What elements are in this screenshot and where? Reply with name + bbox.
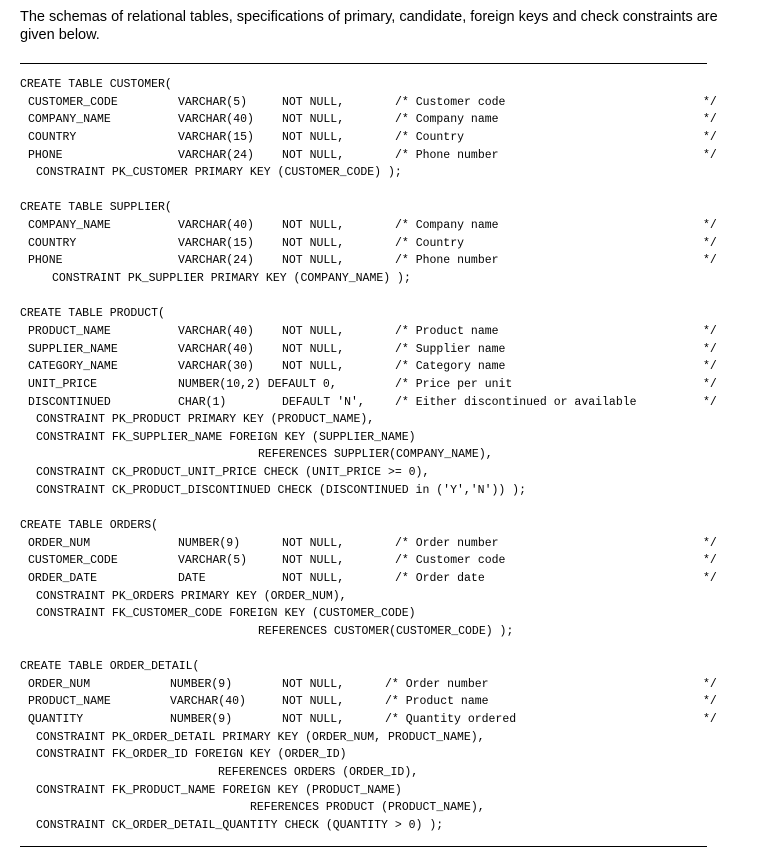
column-null-spec: NOT NULL, (282, 113, 345, 127)
constraint-text: CONSTRAINT PK_ORDERS PRIMARY KEY (ORDER_NUM), (36, 589, 347, 603)
column-name: PRODUCT_NAME (28, 695, 111, 709)
column-comment: /* Quantity ordered (385, 713, 517, 727)
column-name: ORDER_NUM (28, 536, 91, 550)
column-type: DATE (178, 571, 206, 585)
constraint-line (20, 588, 740, 606)
column-type: CHAR(1) (178, 395, 227, 409)
column-null-spec: NOT NULL, (282, 254, 345, 268)
column-comment: /* Either discontinued or available (395, 395, 637, 409)
constraint-line (20, 782, 740, 800)
column-null-spec: NOT NULL, (282, 130, 345, 144)
column-definition-line (20, 252, 740, 270)
column-definition-line (20, 552, 740, 570)
column-name: QUANTITY (28, 713, 84, 727)
column-definition-line (20, 535, 740, 553)
column-name: COMPANY_NAME (28, 113, 111, 127)
comment-close: */ (703, 395, 717, 409)
column-definition-line (20, 711, 740, 729)
bottom-divider (20, 846, 707, 847)
comment-close: */ (703, 219, 717, 233)
column-type: VARCHAR(15) (178, 130, 254, 144)
constraint-line (20, 729, 740, 747)
constraint-line (20, 270, 740, 288)
constraint-line (20, 429, 740, 447)
constraint-line (20, 605, 740, 623)
constraint-text: CONSTRAINT PK_CUSTOMER PRIMARY KEY (CUSTOMER_CODE) ); (36, 166, 402, 180)
column-null-spec: NOT NULL, (282, 713, 345, 727)
column-name: ORDER_NUM (28, 677, 91, 691)
column-comment: /* Supplier name (395, 342, 506, 356)
constraint-text: CONSTRAINT PK_SUPPLIER PRIMARY KEY (COMPANY_NAME) ); (52, 272, 411, 286)
comment-close: */ (703, 342, 717, 356)
constraint-text: CONSTRAINT CK_PRODUCT_DISCONTINUED CHECK (DISCONTINUED in ('Y','N')) ); (36, 483, 526, 497)
column-null-spec: NOT NULL, (282, 536, 345, 550)
column-name: COUNTRY (28, 130, 77, 144)
column-null-spec: NOT NULL, (282, 219, 345, 233)
constraint-line (20, 817, 740, 835)
comment-close: */ (703, 554, 717, 568)
column-null-spec: NOT NULL, (282, 554, 345, 568)
comment-close: */ (703, 113, 717, 127)
column-comment: /* Customer code (395, 554, 506, 568)
column-type: VARCHAR(40) (170, 695, 246, 709)
column-type: VARCHAR(15) (178, 236, 254, 250)
constraint-line (20, 164, 740, 182)
constraint-line (20, 746, 740, 764)
column-type: VARCHAR(5) (178, 95, 248, 109)
column-comment: /* Phone number (395, 148, 499, 162)
column-comment: /* Category name (395, 360, 506, 374)
constraint-line (20, 799, 740, 817)
comment-close: */ (703, 95, 717, 109)
column-null-spec: NOT NULL, (282, 324, 345, 338)
column-null-spec: DEFAULT 'N', (282, 395, 365, 409)
constraint-line (20, 464, 740, 482)
constraint-text: CONSTRAINT FK_ORDER_ID FOREIGN KEY (ORDER_ID) (36, 748, 347, 762)
comment-close: */ (703, 236, 717, 250)
create-table-line: CREATE TABLE PRODUCT( (20, 307, 165, 321)
column-comment: /* Company name (395, 219, 499, 233)
column-comment: /* Price per unit (395, 377, 513, 391)
column-definition-line (20, 111, 740, 129)
column-name: PRODUCT_NAME (28, 324, 111, 338)
blank-line (20, 641, 740, 659)
create-table-line: CREATE TABLE ORDER_DETAIL( (20, 660, 200, 674)
comment-close: */ (703, 130, 717, 144)
comment-close: */ (703, 324, 717, 338)
constraint-line (20, 482, 740, 500)
comment-close: */ (703, 360, 717, 374)
column-type: VARCHAR(24) (178, 254, 254, 268)
column-definition-line (20, 394, 740, 412)
column-type: VARCHAR(24) (178, 148, 254, 162)
column-definition-line (20, 323, 740, 341)
constraint-line (20, 446, 740, 464)
constraint-line (20, 764, 740, 782)
column-type: VARCHAR(40) (178, 219, 254, 233)
blank-line (20, 182, 740, 200)
column-type: NUMBER(9) (178, 536, 241, 550)
column-definition-line (20, 376, 740, 394)
column-type: NUMBER(9) (170, 677, 233, 691)
create-table-line: CREATE TABLE ORDERS( (20, 519, 159, 533)
column-name: CATEGORY_NAME (28, 360, 118, 374)
column-null-spec: NOT NULL, (282, 571, 345, 585)
constraint-line (20, 411, 740, 429)
constraint-text: CONSTRAINT FK_PRODUCT_NAME FOREIGN KEY (PRODUCT_NAME) (36, 783, 402, 797)
column-comment: /* Order date (395, 571, 485, 585)
column-comment: /* Customer code (395, 95, 506, 109)
constraint-text: REFERENCES ORDERS (ORDER_ID), (218, 765, 419, 779)
column-definition-line (20, 358, 740, 376)
column-name: CUSTOMER_CODE (28, 554, 118, 568)
comment-close: */ (703, 536, 717, 550)
constraint-text: CONSTRAINT FK_SUPPLIER_NAME FOREIGN KEY (SUPPLIER_NAME) (36, 430, 416, 444)
column-definition-line (20, 129, 740, 147)
column-name: PHONE (28, 254, 63, 268)
constraint-text: CONSTRAINT PK_ORDER_DETAIL PRIMARY KEY (ORDER_NUM, PRODUCT_NAME), (36, 730, 485, 744)
column-definition-line (20, 147, 740, 165)
column-definition-line (20, 693, 740, 711)
constraint-line (20, 623, 740, 641)
constraint-text: REFERENCES SUPPLIER(COMPANY_NAME), (258, 448, 493, 462)
top-divider (20, 63, 707, 64)
column-comment: /* Country (395, 236, 465, 250)
column-comment: /* Order number (395, 536, 499, 550)
constraint-text: CONSTRAINT PK_PRODUCT PRIMARY KEY (PRODUCT_NAME), (36, 413, 375, 427)
column-type: VARCHAR(30) (178, 360, 254, 374)
column-definition-line (20, 94, 740, 112)
column-type: VARCHAR(40) (178, 324, 254, 338)
column-comment: /* Company name (395, 113, 499, 127)
column-definition-line (20, 676, 740, 694)
column-comment: /* Country (395, 130, 465, 144)
column-null-spec: NOT NULL, (282, 360, 345, 374)
column-null-spec: NOT NULL, (282, 95, 345, 109)
column-type: NUMBER(9) (170, 713, 233, 727)
column-name: CUSTOMER_CODE (28, 95, 118, 109)
column-null-spec: NOT NULL, (282, 677, 345, 691)
column-comment: /* Order number (385, 677, 489, 691)
comment-close: */ (703, 695, 717, 709)
blank-line (20, 288, 740, 306)
column-definition-line (20, 217, 740, 235)
column-type: VARCHAR(5) (178, 554, 248, 568)
comment-close: */ (703, 571, 717, 585)
column-name: PHONE (28, 148, 63, 162)
column-type: VARCHAR(40) (178, 342, 254, 356)
column-name: COUNTRY (28, 236, 77, 250)
comment-close: */ (703, 677, 717, 691)
comment-close: */ (703, 377, 717, 391)
column-name: SUPPLIER_NAME (28, 342, 118, 356)
column-null-spec: NOT NULL, (282, 236, 345, 250)
constraint-text: CONSTRAINT FK_CUSTOMER_CODE FOREIGN KEY (CUSTOMER_CODE) (36, 607, 416, 621)
column-comment: /* Phone number (395, 254, 499, 268)
column-comment: /* Product name (395, 324, 499, 338)
constraint-text: REFERENCES PRODUCT (PRODUCT_NAME), (250, 801, 485, 815)
constraint-text: CONSTRAINT CK_PRODUCT_UNIT_PRICE CHECK (UNIT_PRICE >= 0), (36, 466, 430, 480)
column-comment: /* Product name (385, 695, 489, 709)
column-name: ORDER_DATE (28, 571, 98, 585)
column-name: COMPANY_NAME (28, 219, 111, 233)
column-name: UNIT_PRICE (28, 377, 98, 391)
column-null-spec: NOT NULL, (282, 695, 345, 709)
column-null-spec: NOT NULL, (282, 148, 345, 162)
column-definition-line (20, 341, 740, 359)
column-definition-line (20, 235, 740, 253)
blank-line (20, 499, 740, 517)
column-definition-line (20, 570, 740, 588)
column-null-spec: NOT NULL, (282, 342, 345, 356)
constraint-text: CONSTRAINT CK_ORDER_DETAIL_QUANTITY CHECK (QUANTITY > 0) ); (36, 818, 444, 832)
create-table-line: CREATE TABLE SUPPLIER( (20, 201, 172, 215)
column-type: NUMBER(10,2) DEFAULT 0, (178, 377, 337, 391)
column-type: VARCHAR(40) (178, 113, 254, 127)
column-name: DISCONTINUED (28, 395, 111, 409)
constraint-text: REFERENCES CUSTOMER(CUSTOMER_CODE) ); (258, 624, 514, 638)
create-table-line: CREATE TABLE CUSTOMER( (20, 78, 172, 91)
comment-close: */ (703, 148, 717, 162)
sql-schema-listing (20, 76, 740, 835)
comment-close: */ (703, 254, 717, 268)
intro-text: The schemas of relational tables, specifications of primary, candidate, foreign keys and check constraints are given below. (20, 9, 718, 43)
comment-close: */ (703, 713, 717, 727)
